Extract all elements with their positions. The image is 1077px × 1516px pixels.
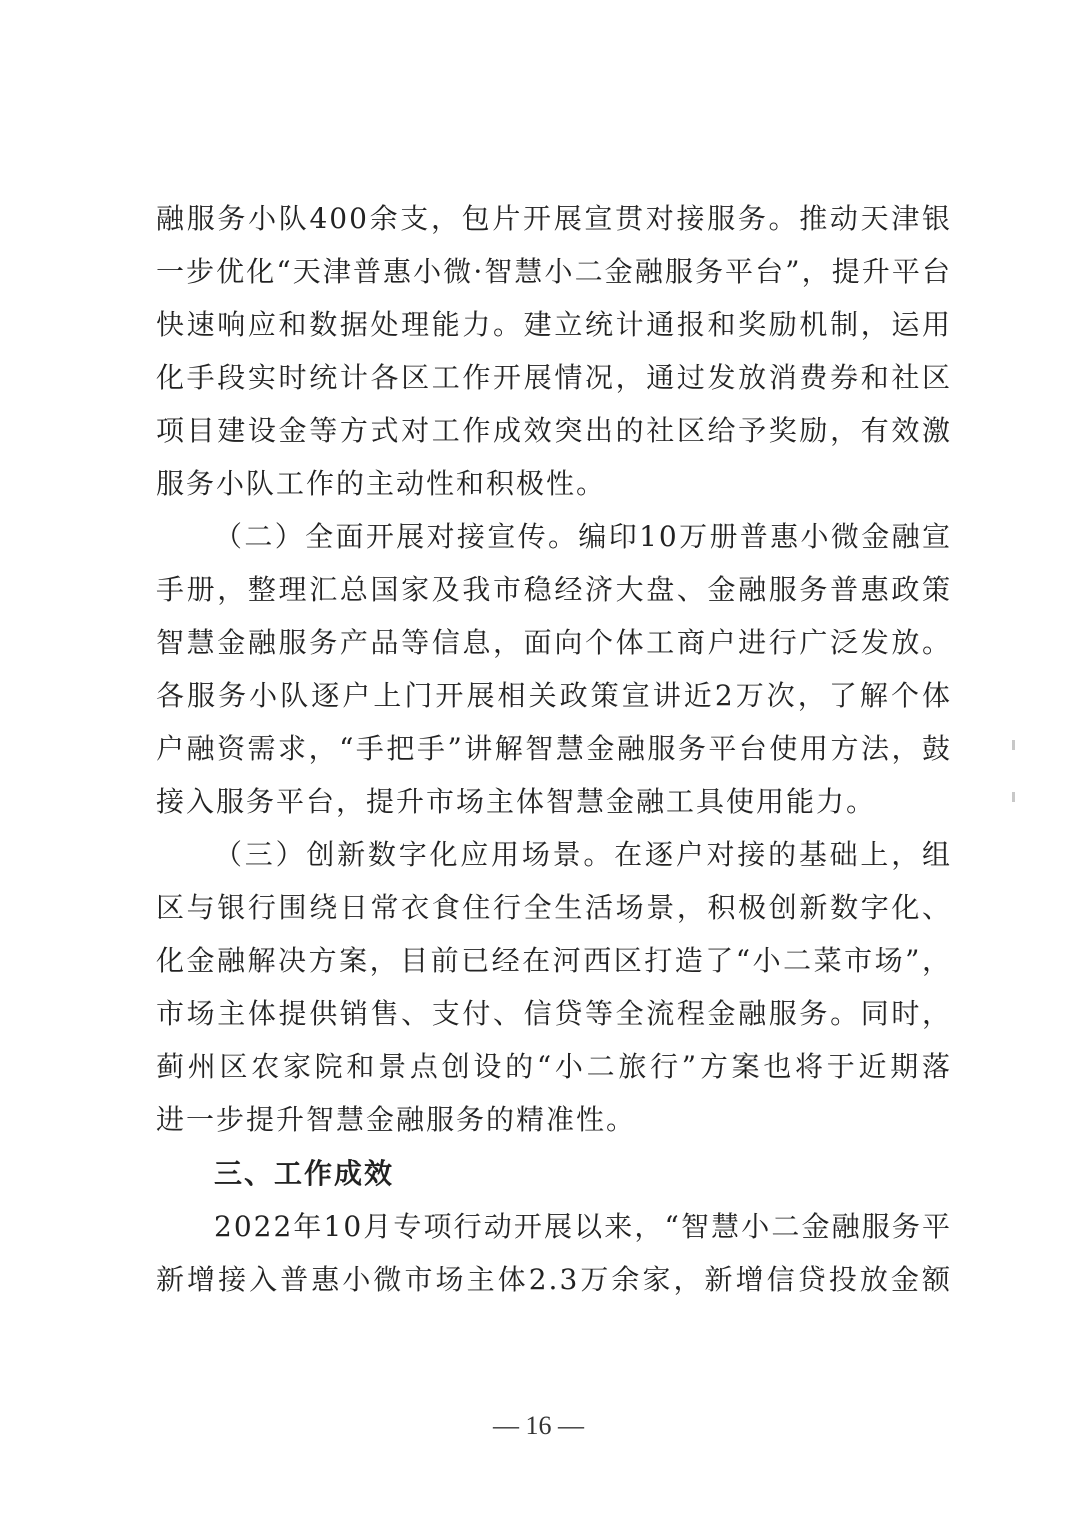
body-line: 2022年10月专项行动开展以来，“智慧小二金融服务平 xyxy=(214,1210,952,1243)
body-line: 各服务小队逐户上门开展相关政策宣讲近2万次，了解个体 xyxy=(156,679,952,712)
section-heading: 三、工作成效 xyxy=(214,1157,395,1190)
scan-speck xyxy=(1012,740,1015,750)
body-line: 化手段实时统计各区工作开展情况，通过发放消费券和社区 xyxy=(156,361,952,394)
body-line: 一步优化“天津普惠小微·智慧小二金融服务平台”，提升平台 xyxy=(156,255,952,288)
body-line: 融服务小队400余支，包片开展宣贯对接服务。推动天津银 xyxy=(156,202,952,235)
body-line: 新增接入普惠小微市场主体2.3万余家，新增信贷投放金额 xyxy=(156,1263,952,1296)
body-line: 化金融解决方案，目前已经在河西区打造了“小二菜市场”， xyxy=(156,944,952,977)
body-line: 蓟州区农家院和景点创设的“小二旅行”方案也将于近期落 xyxy=(156,1050,952,1083)
body-line: 手册，整理汇总国家及我市稳经济大盘、金融服务普惠政策 xyxy=(156,573,952,606)
subsection-3-line: （三）创新数字化应用场景。在逐户对接的基础上，组 xyxy=(214,838,952,871)
body-line: 快速响应和数据处理能力。建立统计通报和奖励机制，运用 xyxy=(156,308,952,341)
body-line: 服务小队工作的主动性和积极性。 xyxy=(156,467,607,500)
page-number: — 16 — xyxy=(493,1411,584,1440)
body-line: 进一步提升智慧金融服务的精准性。 xyxy=(156,1103,637,1136)
body-line: 项目建设金等方式对工作成效突出的社区给予奖励，有效激 xyxy=(156,414,952,447)
body-line: 市场主体提供销售、支付、信贷等全流程金融服务。同时， xyxy=(156,997,952,1030)
subsection-2-line: （二）全面开展对接宣传。编印10万册普惠小微金融宣 xyxy=(214,520,952,553)
body-line: 区与银行围绕日常衣食住行全生活场景，积极创新数字化、 xyxy=(156,891,952,924)
body-line: 接入服务平台，提升市场主体智慧金融工具使用能力。 xyxy=(156,785,877,818)
body-line: 户融资需求，“手把手”讲解智慧金融服务平台使用方法，鼓 xyxy=(156,732,952,765)
body-line: 智慧金融服务产品等信息，面向个体工商户进行广泛发放。 xyxy=(156,626,952,659)
scan-speck xyxy=(1012,792,1015,802)
